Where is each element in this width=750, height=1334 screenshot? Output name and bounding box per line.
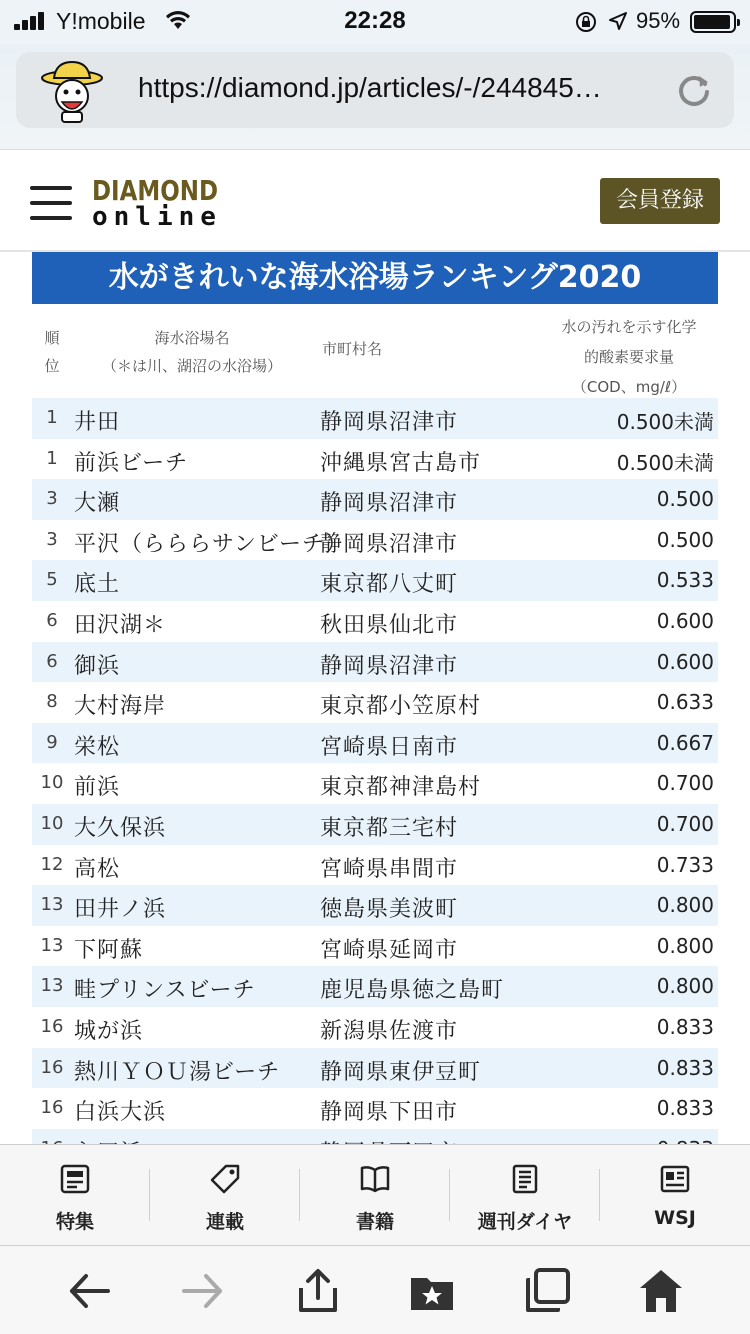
table-header [32,310,718,398]
cod-value-cell: 0.833 [656,1055,714,1080]
beach-name-cell: 御浜 [74,653,121,679]
beach-name-cell: 大村海岸 [74,694,167,720]
tab-label: WSJ [654,1207,696,1229]
register-button[interactable]: 会員登録 [600,178,720,224]
table-row [32,520,718,561]
beach-name-cell: 底土 [74,572,121,598]
tab-label: 特集 [55,1211,94,1233]
rank-cell: 13 [40,975,64,997]
url-text[interactable]: https://diamond.jp/articles/-/244845… [138,72,602,103]
municipality-cell: 宮崎県日南市 [320,734,459,760]
browser-mascot-icon [38,58,106,124]
municipality-cell: 静岡県下田市 [320,1100,459,1126]
header-municipality: 市町村名 [322,340,383,358]
header-rank: 順 位 [44,329,60,375]
municipality-cell: 新潟県佐渡市 [320,1018,459,1044]
tab-series[interactable] [150,1145,300,1247]
table-row [32,642,718,683]
share-icon[interactable] [293,1266,343,1316]
orientation-lock-icon [575,11,597,33]
newspaper-icon [659,1163,691,1195]
table-row [32,804,718,845]
cod-value-cell: 0.500 [656,487,714,512]
table-row [32,966,718,1007]
rank-cell: 16 [40,1015,64,1037]
rank-cell: 8 [46,691,58,713]
cod-value-cell: 0.667 [656,730,714,755]
municipality-cell: 徳島県美波町 [320,897,459,923]
municipality-cell: 東京都小笠原村 [320,694,482,720]
battery-icon [690,11,736,33]
table-row [32,398,718,439]
rank-cell: 10 [40,772,64,794]
beach-name-cell: 大久保浜 [74,815,167,841]
cod-value-cell: 0.700 [656,771,714,796]
cod-value-cell: 0.633 [656,690,714,715]
beach-name-cell: 大瀬 [74,491,121,517]
tab-books[interactable] [300,1145,450,1247]
beach-name-cell: 白浜大浜 [74,1100,167,1126]
ranking-title: 水がきれいな海水浴場ランキング2020 [32,252,718,304]
municipality-cell: 東京都三宅村 [320,815,459,841]
rank-cell: 12 [40,853,64,875]
beach-name-cell: 熱川ＹＯＵ湯ビーチ [74,1059,281,1085]
beach-name-cell: 田沢湖＊ [74,612,167,638]
bookmark-folder-icon[interactable] [407,1266,457,1316]
address-bar[interactable] [16,52,734,128]
header-beach-name: 海水浴場名 （＊は川、湖沼の水浴場） [101,329,282,375]
beach-name-cell: 前浜 [74,775,121,801]
table-row [32,601,718,642]
rank-cell: 10 [40,812,64,834]
municipality-cell: 沖縄県宮古島市 [320,450,482,476]
table-row [32,1088,718,1129]
table-row [32,560,718,601]
home-icon[interactable] [636,1266,686,1316]
reload-icon[interactable] [674,70,714,110]
beach-name-cell: 下阿蘇 [74,937,144,963]
municipality-cell: 東京都八丈町 [320,572,459,598]
beach-name-cell: 城が浜 [74,1018,144,1044]
tab-label: 連載 [205,1211,244,1233]
magazine-icon [509,1163,541,1195]
cod-value-cell: 0.833 [656,1014,714,1039]
municipality-cell: 静岡県沼津市 [320,531,459,557]
table-row [32,845,718,886]
tabs-icon[interactable] [522,1266,572,1316]
cod-value-cell: 0.500 [656,527,714,552]
municipality-cell: 宮崎県延岡市 [320,937,459,963]
category-tab-bar [0,1144,750,1246]
rank-cell: 13 [40,894,64,916]
beach-name-cell: 前浜ビーチ [74,450,189,476]
rank-cell: 6 [46,650,58,672]
tag-icon [209,1163,241,1195]
table-row [32,885,718,926]
table-row [32,479,718,520]
tab-weekly-diamond[interactable] [450,1145,600,1247]
rank-cell: 16 [40,1097,64,1119]
cod-value-cell: 0.833 [656,1096,714,1121]
feature-icon [59,1163,91,1195]
table-row [32,763,718,804]
ranking-table-body [32,398,718,1169]
cod-value-cell: 0.600 [656,649,714,674]
menu-icon[interactable] [30,186,72,220]
table-row [32,1048,718,1089]
cod-value-cell: 0.733 [656,852,714,877]
tab-wsj[interactable] [600,1145,750,1247]
site-header [0,150,750,252]
back-arrow-icon[interactable] [64,1266,114,1316]
beach-name-cell: 栄松 [74,734,121,760]
municipality-cell: 静岡県沼津市 [320,491,459,517]
rank-cell: 1 [46,407,58,428]
cod-value-cell: 0.800 [656,893,714,918]
rank-cell: 3 [46,528,58,550]
municipality-cell: 東京都神津島村 [320,775,482,801]
logo-online-text: online [92,202,222,232]
location-arrow-icon [608,11,628,31]
table-row [32,1007,718,1048]
municipality-cell: 静岡県沼津市 [320,410,459,435]
cod-value-cell: 0.500未満 [616,450,714,475]
rank-cell: 3 [46,488,58,510]
table-row [32,682,718,723]
rank-cell: 13 [40,934,64,956]
article-content [0,252,750,1144]
header-cod: 水の汚れを示す化学 的酸素要求量 （COD、mg/ℓ） [561,318,697,396]
table-row [32,723,718,764]
municipality-cell: 静岡県沼津市 [320,653,459,679]
beach-name-cell: 井田 [74,410,121,435]
cod-value-cell: 0.500未満 [616,410,714,434]
rank-cell: 1 [46,447,58,469]
cod-value-cell: 0.700 [656,811,714,836]
cod-value-cell: 0.800 [656,933,714,958]
status-bar [0,0,750,44]
rank-cell: 9 [46,731,58,753]
rank-cell: 5 [46,569,58,591]
cod-value-cell: 0.600 [656,608,714,633]
beach-name-cell: 田井ノ浜 [74,897,167,923]
cod-value-cell: 0.800 [656,974,714,999]
tab-label: 週刊ダイヤ [477,1211,573,1233]
clock-time: 22:28 [344,7,406,34]
carrier-name: Y!mobile [56,8,146,34]
cod-value-cell: 0.533 [656,568,714,593]
browser-address-area [0,44,750,150]
browser-toolbar [0,1246,750,1334]
beach-name-cell: 平沢（らららサンビーチ） [74,531,349,557]
tab-feature[interactable] [0,1145,150,1247]
municipality-cell: 宮崎県串間市 [320,856,459,882]
municipality-cell: 鹿児島県徳之島町 [320,978,505,1004]
tab-label: 書籍 [355,1211,394,1233]
rank-cell: 6 [46,609,58,631]
forward-arrow-icon[interactable] [178,1266,228,1316]
table-row [32,439,718,480]
beach-name-cell: 畦プリンスビーチ [74,978,256,1004]
logo-diamond-text: DIAMOND [92,174,219,207]
municipality-cell: 秋田県仙北市 [320,612,459,638]
rank-cell: 16 [40,1056,64,1078]
municipality-cell: 静岡県東伊豆町 [320,1059,482,1085]
table-row [32,926,718,967]
beach-name-cell: 高松 [74,856,121,882]
book-icon [359,1163,391,1195]
battery-percentage: 95% [636,8,681,33]
